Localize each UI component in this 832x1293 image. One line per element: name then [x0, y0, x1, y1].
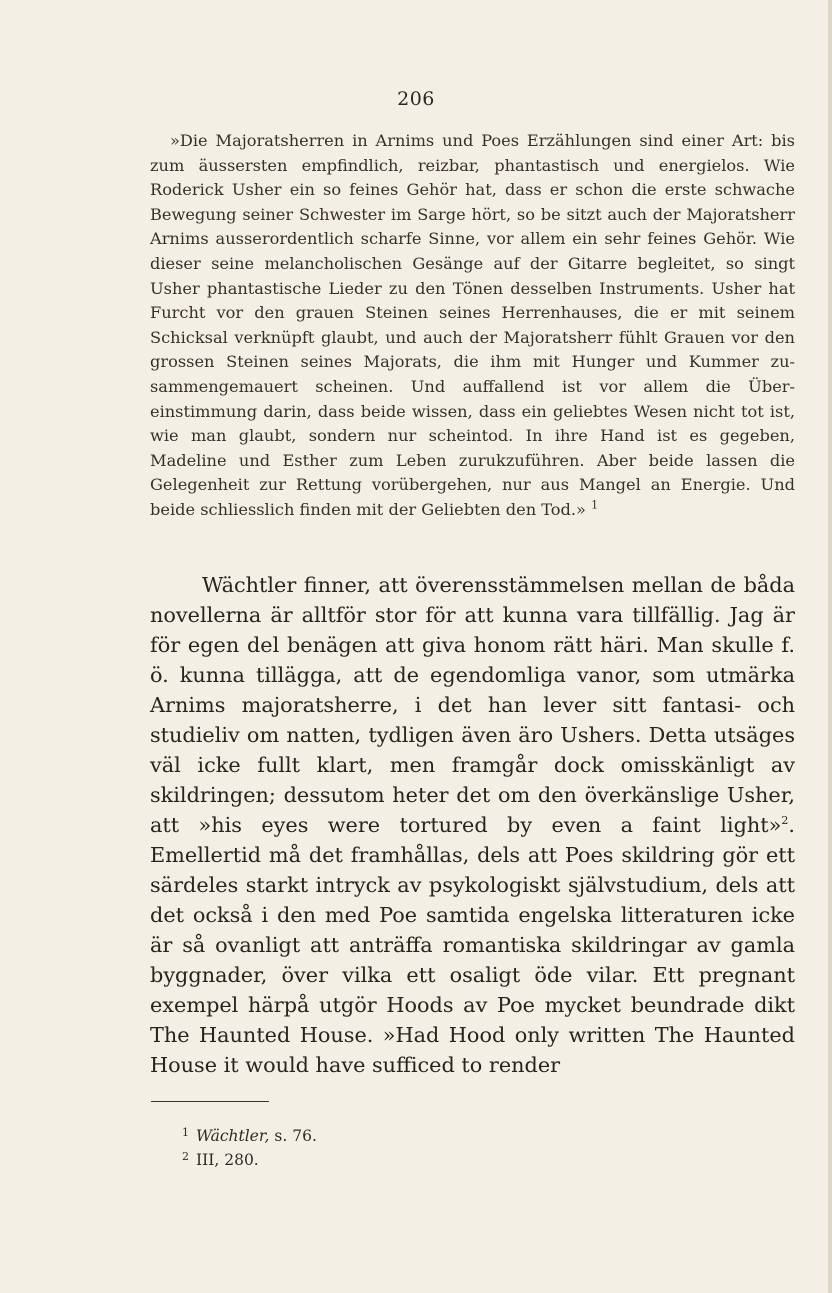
- main-footnote-ref[interactable]: 2: [781, 814, 789, 828]
- quote-paragraph: [150, 129, 795, 523]
- footnote-1: [182, 1124, 317, 1148]
- main-text-part-1: Wächtler finner, att överensstämmelsen mellan de båda novellerna är alltför stor för att kunna vara tillfällig. Jag är för egen del benägen att giva honom rätt häri. Man skulle f. ö. kunna tillägga, att de egendomliga vanor, som utmärka Arnims majoratsherre, i det han lever sitt fantasi- och studieliv om natten, tydligen även äro Ushers. Detta utsäges väl icke fullt klart, men framgår dock omisskänligt av skildringen; dessutom heter det om den överkänslige Usher, att »his eyes were tortured by even a faint light»: [150, 573, 795, 837]
- page-number: 206: [397, 88, 435, 110]
- footnote-2: [182, 1148, 317, 1172]
- main-text-part-2: . Emellertid må det framhållas, dels att Poes skildring gör ett särdeles starkt intryck av psykologiskt självstudium, dels att det också i den med Poe samtida engelska litteraturen icke är så ovanligt att anträffa romantiska skildringar av gamla byggnader, över vilka ett osaligt öde vilar. Ett pregnant exempel härpå utgör Hoods av Poe mycket beundrade dikt The Haunted House. »Had Hood only written The Haunted House it would have sufficed to render: [150, 813, 795, 1077]
- page-edge: [828, 0, 832, 1293]
- footnote-number: 2: [182, 1150, 189, 1163]
- footnote-divider: [151, 1101, 269, 1102]
- quote-footnote-ref[interactable]: 1: [591, 498, 599, 512]
- quote-text: »Die Majoratsherren in Arnims und Poes Erzählungen sind einer Art: bis zum äussersten empfindlich, reizbar, phantastisch und energielos. Wie Roderick Usher ein so feines Gehör hat, dass er schon die erste schwache Bewegung seiner Schwester im Sarge hört, so be sitzt auch der Majoratsherr Arnims ausserordentlich scharfe Sinne, vor allem ein sehr feines Gehör. Wie dieser seine melancholischen Gesänge auf der Gitarre begleitet, so singt Usher phantastische Lieder zu den Tönen desselben Instruments. Usher hat Furcht vor den grauen Steinen seines Herrenhauses, die er mit seinem Schicksal verknüpft glaubt, und auch der Majoratsherr fühlt Grauen vor den grossen Steinen seines Majorats, die ihm mit Hunger und Kummer zusammengemauert scheinen. Und auffallend ist vor allem die Übereinstimmung darin, dass beide wissen, dass ein geliebtes Wesen nicht tot ist, wie man glaubt, sondern nur scheintod. In ihre Hand ist es gegeben, Madeline und Esther zum Leben zurukzuführen. Aber beide lassen die Gelegenheit zur Rettung vorübergehen, nur aus Mangel an Energie. Und beide schliesslich finden mit der Geliebten den Tod.»: [150, 131, 795, 519]
- footnote-text: s. 76.: [269, 1127, 317, 1145]
- main-paragraph: [150, 570, 795, 1080]
- footnote-author: Wächtler,: [196, 1127, 270, 1145]
- footnote-text: III, 280.: [196, 1151, 259, 1169]
- footnote-number: 1: [182, 1126, 189, 1139]
- footnotes: [182, 1124, 317, 1172]
